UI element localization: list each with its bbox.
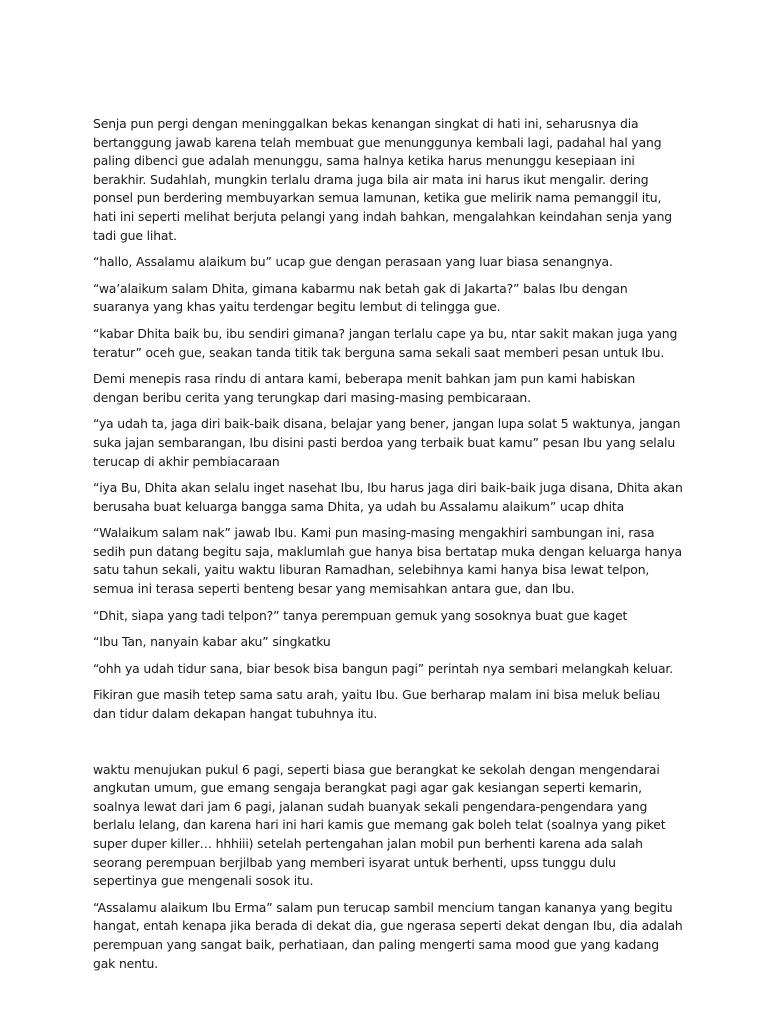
paragraph: “hallo, Assalamu alaikum bu” ucap gue dengan perasaan yang luar biasa senangnya. [93,254,613,270]
paragraph: “Assalamu alaikum Ibu Erma” salam pun terucap sambil mencium tangan kananya yang begitu hangat, entah kenapa jika berada di dekat dia, gue ngerasa seperti dekat dengan Ibu, dia adalah perempuan yang sangat baik, perhatiaan, dan paling mengerti sama mood gue yang kadang gak nentu. [93,899,683,971]
document-body [93,115,683,981]
paragraph: “Ibu Tan, nanyain kabar aku” singkatku [93,634,331,650]
paragraph: Demi menepis rasa rindu di antara kami, beberapa menit bahkan jam pun kami habiskan dengan beribu cerita yang terungkap dari masing-masing pembicaraan. [93,371,636,405]
paragraph: “Dhit, siapa yang tadi telpon?” tanya perempuan gemuk yang sosoknya buat gue kaget [93,607,628,623]
paragraph: Fikiran gue masih tetep sama satu arah, yaitu Ibu. Gue berharap malam ini bisa meluk beliau dan tidur dalam dekapan hangat tubuhnya itu. [93,687,661,722]
paragraph: “ohh ya udah tidur sana, biar besok bisa bangun pagi” perintah nya sembari melangkah keluar. [93,660,673,676]
paragraph: “ya udah ta, jaga diri baik-baik disana, belajar yang bener, jangan lupa solat 5 waktunya, jangan suka jajan sembarangan, Ibu disini pasti berdoa yang terbaik buat kamu” pesan Ibu yang selalu terucap di akhir pembiacaraan [93,416,681,469]
paragraph: Senja pun pergi dengan meninggalkan bekas kenangan singkat di hati ini, seharusnya dia bertanggung jawab karena telah membuat gue menunggunya kembali lagi, padahal hal yang paling dibenci gue adalah menunggu, sama halnya ketika harus menunggu kesepiaan ini berakhir. Sudahlah, mungkin terlalu drama juga bila air mata ini harus ikut mengalir. dering ponsel pun berdering membuyarkan semua lamunan, ketika gue melirik nama pemanggil itu, hati ini seperti melihat berjuta pelangi yang indah bahkan, mengalahkan keindahan senja yang tadi gue lihat. [93,116,673,243]
paragraph: “wa’alaikum salam Dhita, gimana kabarmu nak betah gak di Jakarta?” balas Ibu dengan suaranya yang khas yaitu terdengar begitu lembut di telingga gue. [93,280,628,315]
section-break [93,732,683,761]
paragraph: “kabar Dhita baik bu, ibu sendiri gimana? jangan terlalu cape ya bu, ntar sakit makan juga yang teratur” oceh gue, seakan tanda titik tak berguna sama sekali saat memberi pesan untuk Ibu. [93,325,678,360]
paragraph: “iya Bu, Dhita akan selalu inget nasehat Ibu, Ibu harus jaga diri baik-baik juga disana, Dhita akan berusaha buat keluarga bangga sama Dhita, ya udah bu Assalamu alaikum” ucap dhita [93,480,683,514]
paragraph: waktu menujukan pukul 6 pagi, seperti biasa gue berangkat ke sekolah dengan mengendarai angkutan umum, gue emang sengaja berangkat pagi agar gak kesiangan seperti kemarin, soalnya lewat dari jam 6 pagi, jalanan sudah buanyak sekali pengendara-pengendara yang berlalu lelang, dan karena hari ini hari kamis gue memang gak boleh telat (soalnya yang piket super duper killer… hhhiii) setelah pertengahan jalan mobil pun berhenti karena ada salah seorang perempuan berjilbab yang memberi isyarat untuk berhenti, upss tunggu dulu sepertinya gue mengenali sosok itu. [93,761,666,889]
paragraph: “Walaikum salam nak” jawab Ibu. Kami pun masing-masing mengakhiri sambungan ini, rasa sedih pun datang begitu saja, maklumlah gue hanya bisa bertatap muka dengan keluarga hanya satu tahun sekali, yaitu waktu liburan Ramadhan, selebihnya kami hanya bisa lewat telpon, semua ini terasa seperti benteng besar yang memisahkan antara gue, dan Ibu. [93,525,682,597]
